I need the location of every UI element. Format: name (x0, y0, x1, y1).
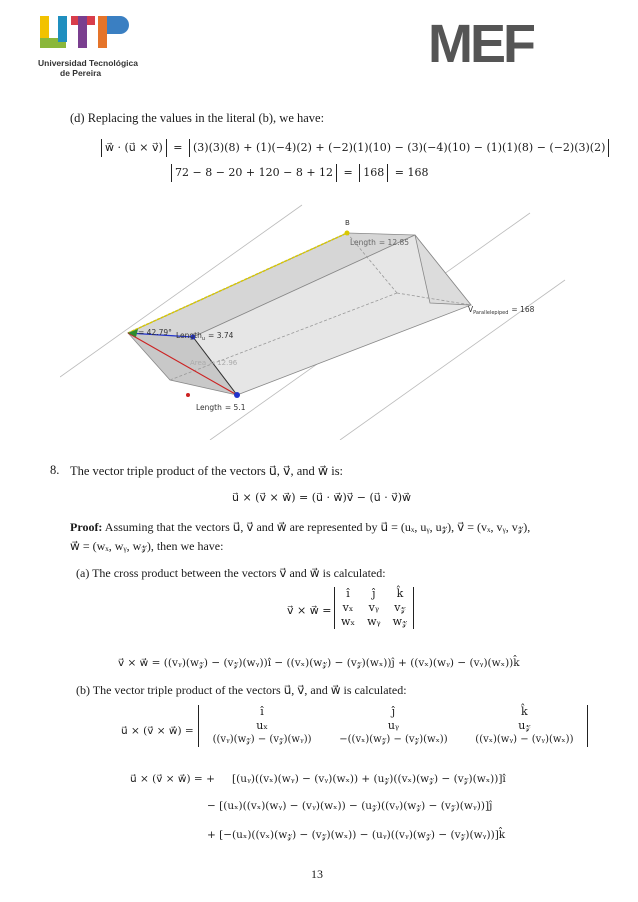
proof-line-1 (70, 520, 530, 535)
mef-logo-mark (428, 18, 588, 66)
item-a-lhs: v⃗ × w⃗ = (287, 604, 332, 617)
utp-caption-line2: de Pereira (60, 68, 102, 78)
label-area: Area = 12.96 (190, 359, 238, 367)
item-b-lhs: u⃗ × (v⃗ × w⃗) = (121, 725, 194, 737)
parallelepiped-figure (60, 195, 580, 440)
point-b (345, 231, 350, 236)
utp-caption-line1: Universidad Tecnológica (38, 58, 138, 68)
item-a-expansion: v⃗ × w⃗ = ((vᵧ)(w𝓏) − (v𝓏)(wᵧ))î − ((vₓ)(w𝓏) − (v𝓏)(wₓ))ĵ + ((vₓ)(wᵧ) − (vᵧ)(wₓ))k̂ (118, 657, 520, 669)
item-b-determinant: î ĵ k̂ uₓ uᵧ u𝓏 ((vᵧ)(w𝓏) − (v𝓏)(wᵧ)) −((vₓ)(w𝓏) − (v𝓏)(wₓ)) ((vₓ)(wᵧ) − (vᵧ)(wₓ)) (198, 705, 588, 747)
item-a-label: (a) The cross product between the vectors v⃗ and w⃗ is calculated: (76, 566, 386, 580)
item-b-exp-line1: [(uᵧ)((vₓ)(wᵧ) − (vᵧ)(wₓ)) + (u𝓏)((vₓ)(w𝓏) − (v𝓏)(wₓ))]î (232, 773, 506, 785)
mef-logo (428, 18, 588, 66)
item-a-determinant: î ĵ k̂ vₓ vᵧ v𝓏 wₓ wᵧ w𝓏 (334, 587, 414, 629)
item-b-exp-line2: − [(uₓ)((vₓ)(wᵧ) − (vᵧ)(wₓ)) − (u𝓏)((vᵧ)(w𝓏) − (v𝓏)(wᵧ))]ĵ (207, 800, 493, 812)
label-length-mid: Length$_u$ = 3.74 (176, 331, 234, 342)
item-d-label: (d) Replacing the values in the literal (b), we have: (70, 111, 325, 125)
item-8-text: The vector triple product of the vectors u⃗, v⃗, and w⃗ is: (70, 464, 344, 478)
item-d-equation-1: w⃗ · (u⃗ × v⃗) = (3)(3)(8) + (1)(−4)(2) + (−2)(1)(10) − (3)(−4)(10) − (1)(1)(8) − (−2)(3)(2) (98, 139, 612, 157)
item-8-number: 8. (50, 463, 60, 477)
label-b: B (345, 219, 350, 227)
utp-logo (38, 14, 138, 78)
eq1-lhs: w⃗ · (u⃗ × v⃗) (105, 141, 163, 154)
item-b-exp-lhs: u⃗ × (v⃗ × w⃗) = + (130, 773, 215, 785)
page-number: 13 (311, 867, 323, 881)
eq2-expr: 72 − 8 − 20 + 120 − 8 + 12 (175, 166, 334, 179)
item-b-label: (b) The vector triple product of the vectors u⃗, v⃗, and w⃗ is calculated: (76, 683, 407, 697)
item-b-exp-line3: + [−(uₓ)((vₓ)(w𝓏) − (v𝓏)(wₓ)) − (uᵧ)((vᵧ)(w𝓏) − (v𝓏)(wᵧ))]k̂ (207, 829, 506, 841)
label-length-bottom: Length = 5.1 (196, 403, 246, 412)
point-red (186, 393, 190, 397)
label-volume: $V_{Parallelepiped} = 168$ (468, 305, 535, 316)
item-8-formula: u⃗ × (v⃗ × w⃗) = (u⃗ · w⃗)v⃗ − (u⃗ · v⃗)w⃗ (232, 491, 412, 504)
eq1-rhs: (3)(3)(8) + (1)(−4)(2) + (−2)(1)(10) − (3)(−4)(10) − (1)(1)(8) − (−2)(3)(2) (192, 141, 606, 154)
eq2-result: = 168 (394, 166, 429, 179)
proof-label: Proof: (70, 520, 103, 534)
proof-line-2: w⃗ = (wₓ, wᵧ, w𝓏), then we have: (70, 539, 224, 553)
proof-text-1: Assuming that the vectors u⃗, v⃗ and w⃗ are represented by u⃗ = (uₓ, uᵧ, u𝓏), v⃗ = (vₓ, vᵧ, v𝓏), (104, 520, 531, 534)
utp-logo-mark (38, 14, 138, 54)
item-d-equation-2: 72 − 8 − 20 + 120 − 8 + 12 = 168 = 168 (168, 164, 428, 182)
eq2-abs: 168 (363, 166, 385, 179)
mef-logo-text: MEF (428, 18, 533, 66)
label-angle: = 42.79° (138, 328, 172, 337)
label-length-top: Length = 12.85 (350, 238, 410, 247)
point-bottom (234, 392, 240, 398)
